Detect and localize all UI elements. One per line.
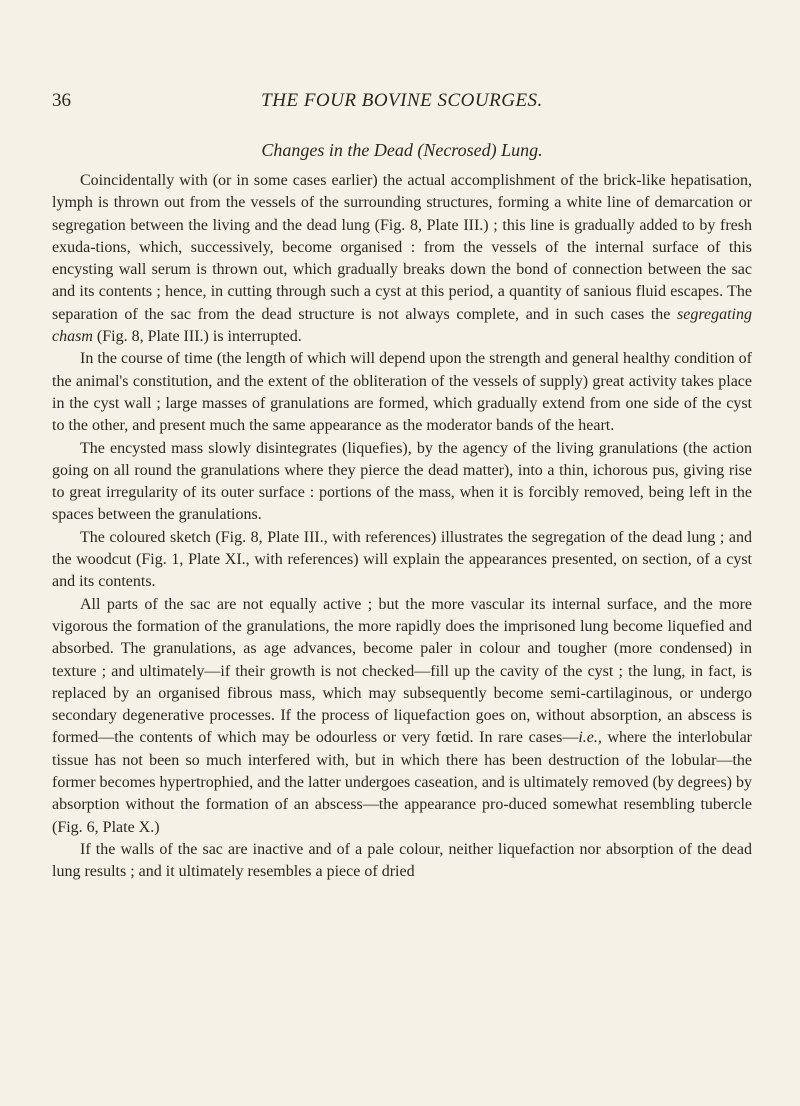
page-number: 36 xyxy=(52,90,71,111)
paragraph: All parts of the sac are not equally active ; but the more vascular its internal surface, and the more vigorous the formation of the granulations, the more rapidly does the imprisoned lung become liquefied and absorbed. The granulations, as age advances, become paler in colour and tougher (more condensed) in texture ; and ultimately—if their growth is not checked—fill up the cavity of the cyst ; the lung, in fact, is replaced by an organised fibrous mass, which may subsequently become semi-cartilaginous, or undergo secondary degenerative processes. If the process of liquefaction goes on, without absorption, an abscess is formed—the contents of which may be odourless or very fœtid. In rare cases—i.e., where the interlobular tissue has not been so much interfered with, but in which there has been destruction of the lobular—the former becomes hypertrophied, and the latter undergoes caseation, and is ultimately removed (by degrees) by absorption without the formation of an abscess—the appearance pro-duced somewhat resembling tubercle (Fig. 6, Plate X.) xyxy=(52,595,752,836)
running-title: THE FOUR BOVINE SCOURGES. xyxy=(261,90,543,111)
section-title: Changes in the Dead (Necrosed) Lung. xyxy=(261,140,543,160)
paragraph: The encysted mass slowly disintegrates (liquefies), by the agency of the living granulations (the action going on all round the granulations where they pierce the dead matter), into a thin, ichorous pus, giving rise to great irregularity of its outer surface : portions of the mass, when it is forcibly removed, being left in the spaces between the granulations. xyxy=(52,439,752,524)
body-text xyxy=(52,170,752,884)
book-page xyxy=(52,0,752,1106)
paragraph: If the walls of the sac are inactive and of a pale colour, neither liquefaction nor absorption of the dead lung results ; and it ultimately resembles a piece of dried xyxy=(52,840,752,881)
page-header xyxy=(52,90,752,116)
paragraph: The coloured sketch (Fig. 8, Plate III., with references) illustrates the segregation of the dead lung ; and the woodcut (Fig. 1, Plate XI., with references) will explain the appearances presented, on section, of a cyst and its contents. xyxy=(52,528,752,591)
paragraph: In the course of time (the length of which will depend upon the strength and general healthy condition of the animal's constitution, and the extent of the obliteration of the vessels of supply) great activity takes place in the cyst wall ; large masses of granulations are formed, which gradually extend from one side of the cyst to the other, and present much the same appearance as the moderator bands of the heart. xyxy=(52,350,752,435)
paragraph: Coincidentally with (or in some cases earlier) the actual accomplishment of the brick-like hepatisation, lymph is thrown out from the vessels of the surrounding structures, forming a white line of demarcation or segregation between the living and the dead lung (Fig. 8, Plate III.) ; this line is gradually added to by fresh exuda-tions, which, successively, become organised : from the vessels of the internal surface of this encysting wall serum is thrown out, which gradually breaks down the bond of connection between the sac and its contents ; hence, in cutting through such a cyst at this period, a quantity of sanious fluid escapes. The separation of the sac from the dead structure is not always complete, and in such cases the segregating chasm (Fig. 8, Plate III.) is interrupted. xyxy=(52,172,752,346)
